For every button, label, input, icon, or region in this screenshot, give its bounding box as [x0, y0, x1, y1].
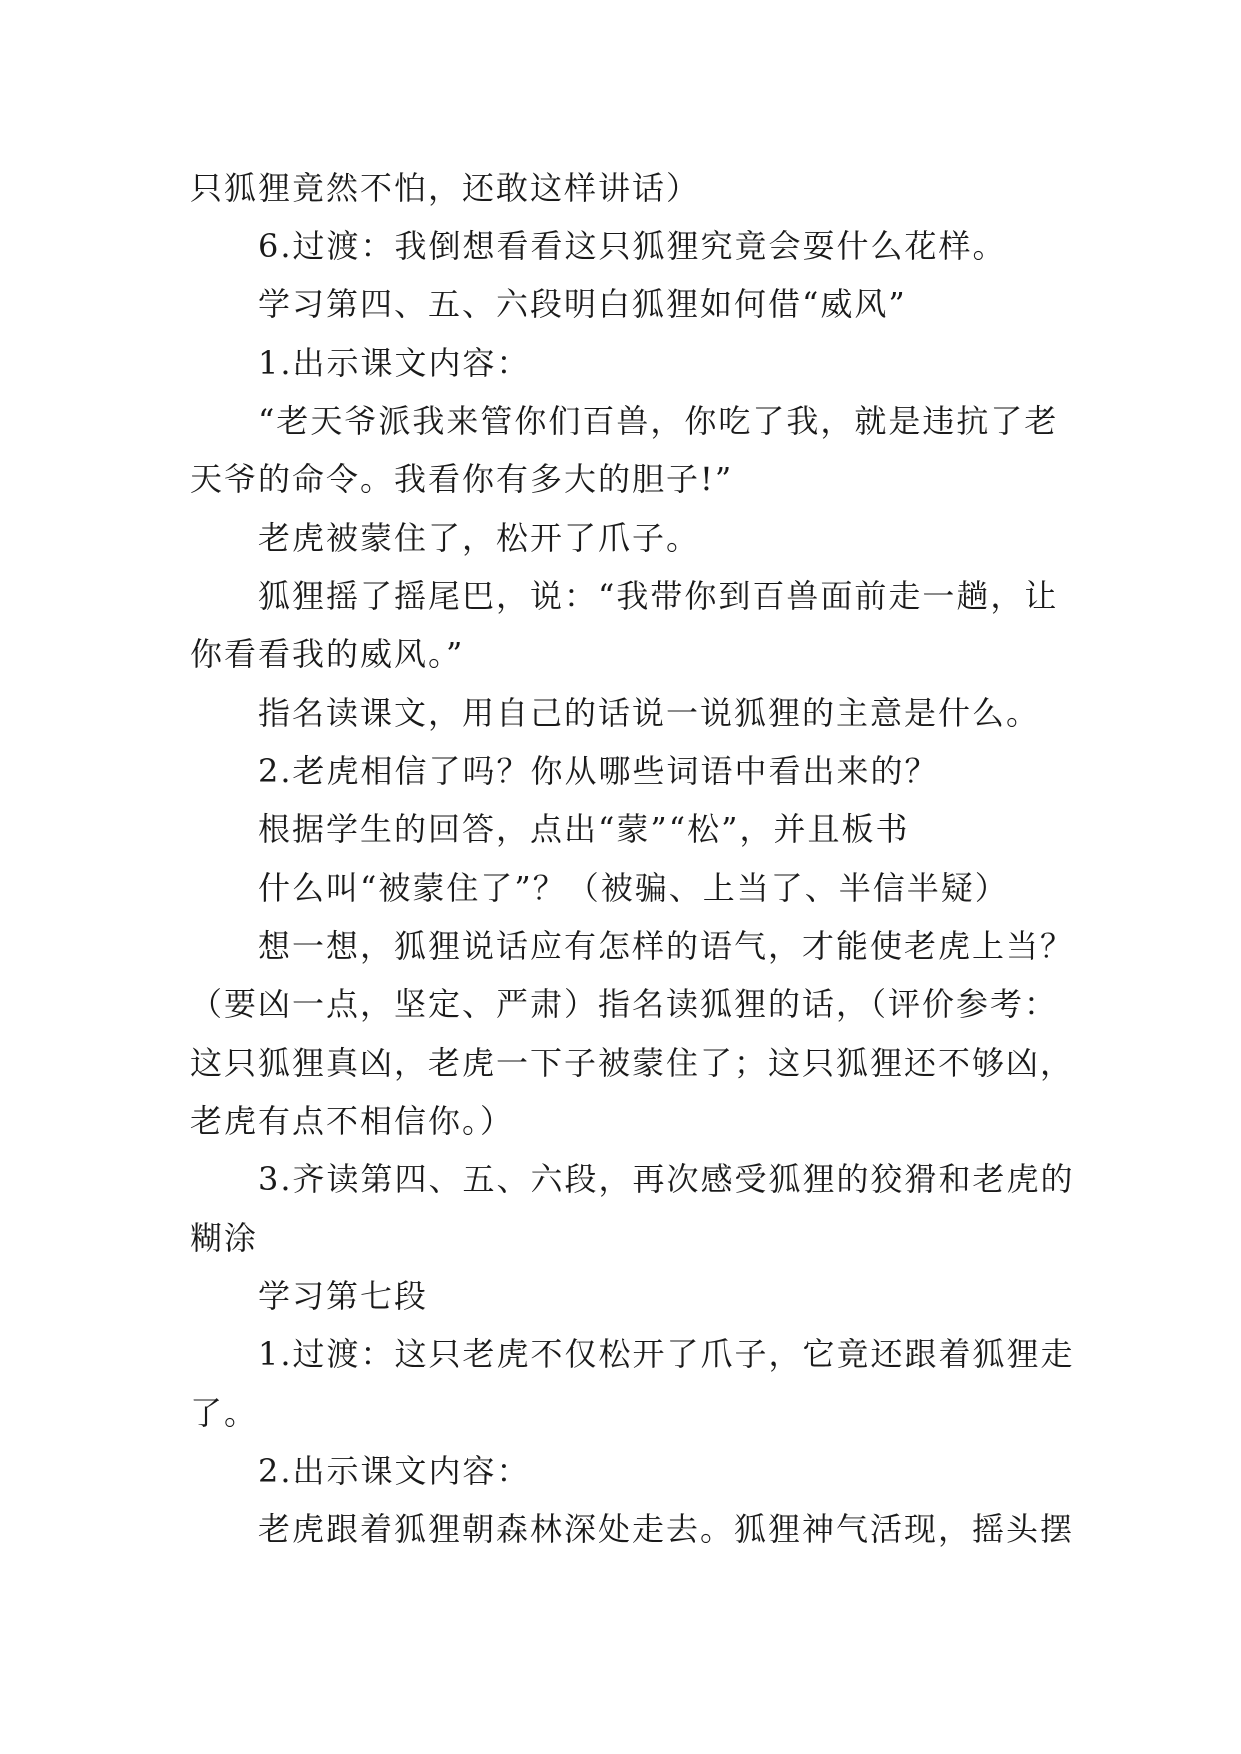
text-line: 这只狐狸真凶，老虎一下子被蒙住了；这只狐狸还不够凶， [190, 1044, 1075, 1082]
text-line: 你看看我的威风。” [190, 635, 465, 673]
text-line: 只狐狸竟然不怕，还敢这样讲话） [190, 169, 701, 207]
text-line: 1.出示课文内容： [258, 344, 531, 382]
text-line: 学习第四、五、六段明白狐狸如何借“威风” [258, 285, 907, 323]
text-line: 3.齐读第四、五、六段，再次感受狐狸的狡猾和老虎的 [258, 1160, 1075, 1198]
text-line: 狐狸摇了摇尾巴，说：“我带你到百兽面前走一趟，让 [258, 577, 1059, 615]
text-line: 6.过渡：我倒想看看这只狐狸究竟会耍什么花样。 [258, 227, 1007, 265]
text-line: 糊涂 [190, 1219, 259, 1257]
text-line: 1.过渡：这只老虎不仅松开了爪子，它竟还跟着狐狸走 [258, 1335, 1075, 1373]
text-line: 想一想，狐狸说话应有怎样的语气，才能使老虎上当？ [258, 927, 1075, 965]
text-line: 老虎跟着狐狸朝森林深处走去。狐狸神气活现，摇头摆 [258, 1510, 1075, 1548]
text-line: 2.出示课文内容： [258, 1452, 531, 1490]
text-line: 学习第七段 [258, 1277, 429, 1315]
text-line: 根据学生的回答，点出“蒙”“松”，并且板书 [258, 810, 910, 848]
text-line: 指名读课文，用自己的话说一说狐狸的主意是什么。 [258, 694, 1041, 732]
text-line: 老虎有点不相信你。） [190, 1102, 515, 1140]
text-line: 天爷的命令。我看你有多大的胆子!” [190, 460, 734, 498]
text-line: “老天爷派我来管你们百兽，你吃了我，就是违抗了老 [258, 402, 1059, 440]
text-line: 老虎被蒙住了，松开了爪子。 [258, 519, 701, 557]
text-line: （要凶一点，坚定、严肃）指名读狐狸的话，（评价参考： [190, 985, 1059, 1023]
text-line: 什么叫“被蒙住了”？（被骗、上当了、半信半疑） [258, 869, 1009, 907]
text-line: 2.老虎相信了吗？你从哪些词语中看出来的？ [258, 752, 939, 790]
text-line: 了。 [190, 1394, 259, 1432]
